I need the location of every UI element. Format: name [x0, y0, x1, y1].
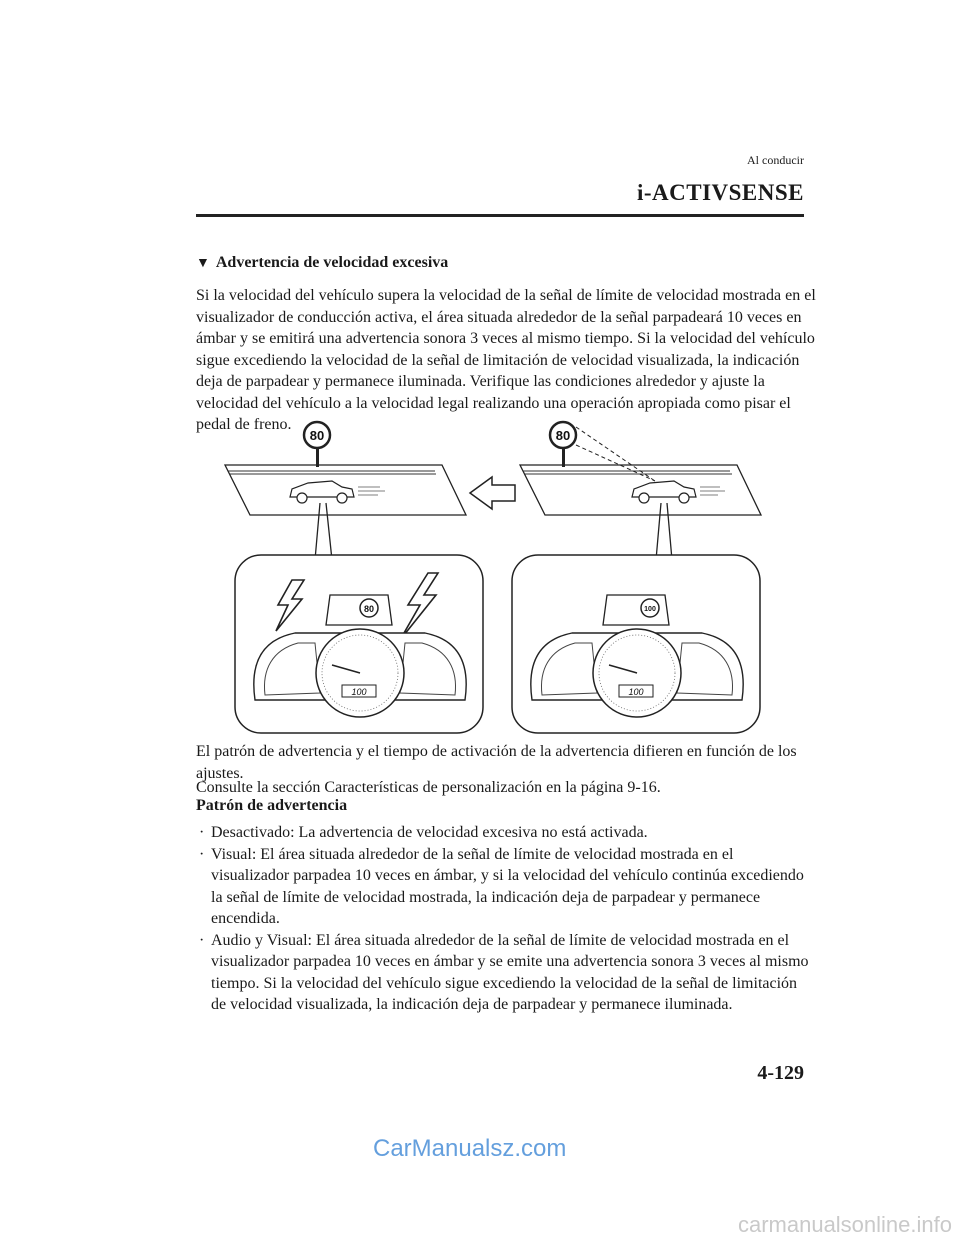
section-heading-text: Advertencia de velocidad excesiva — [215, 254, 449, 271]
left-speed-readout: 100 — [351, 687, 367, 697]
bullet-dot-icon: · — [199, 845, 205, 863]
footer-watermark: carmanualsonline.info — [737, 1212, 952, 1237]
right-display-sign-value: 100 — [644, 606, 656, 613]
list-item — [196, 930, 811, 1016]
warning-pattern-note: El patrón de advertencia y el tiempo de activación de la advertencia difieren en función de los ajustes. — [196, 743, 797, 782]
list-item-text: Visual: El área situada alrededor de la señal de límite de velocidad mostrada en el visualizador parpadea 10 veces en ámbar, y si la velocidad del vehículo continúa excediendo la señal de límite de velocidad mostrada, la indicación deja de parpadear y permanece encendida. — [211, 845, 804, 927]
left-instrument-cluster-panel — [235, 555, 483, 733]
left-road-sign-value: 80 — [309, 428, 325, 443]
transition-arrow-icon — [470, 477, 515, 509]
bullet-dot-icon: · — [199, 824, 205, 841]
bullet-dot-icon: · — [199, 931, 205, 949]
header-chapter-title: i-ACTIVSENSE — [636, 180, 804, 205]
section-heading — [196, 254, 448, 272]
triangle-marker-icon: ▼ — [196, 256, 210, 271]
list-item-text: Desactivado: La advertencia de velocidad excesiva no está activada. — [211, 824, 648, 841]
header-divider — [196, 214, 804, 217]
overspeed-description: Si la velocidad del vehículo supera la velocidad de la señal de límite de velocidad mostrada en el visualizador de conducción activa, el área situada alrededor de la señal parpadeará 10 veces en ámbar y se emitirá una advertencia sonora 3 veces al mismo tiempo. Si la velocidad del vehículo sigue excediendo la velocidad de la señal de limitación de velocidad visualizada, la indicación deja de parpadear y permanece iluminada. Verifique las condiciones alrededor y ajuste la velocidad del vehículo a la velocidad legal realizando una operación apropiada como pisar el pedal de freno. — [196, 287, 816, 433]
site-watermark: CarManualsz.com — [373, 1135, 567, 1162]
right-road-scene — [520, 422, 761, 560]
warning-pattern-list — [196, 822, 811, 1016]
customization-reference: Consulte la sección Características de personalización en la página 9-16. — [196, 779, 661, 796]
left-display-sign-value: 80 — [363, 604, 375, 614]
list-item — [196, 822, 811, 844]
page-number: 4-129 — [757, 1062, 804, 1084]
right-speed-readout: 100 — [628, 687, 644, 697]
right-road-sign-value: 80 — [555, 428, 571, 443]
header-section-label: Al conducir — [747, 153, 804, 167]
left-road-scene — [225, 422, 466, 560]
overspeed-warning-illustration — [220, 415, 780, 745]
list-item — [196, 844, 811, 930]
right-instrument-cluster-panel — [512, 555, 760, 733]
warning-pattern-heading: Patrón de advertencia — [196, 797, 348, 814]
list-item-text: Audio y Visual: El área situada alrededor de la señal de límite de velocidad mostrada en el visualizador parpadea 10 veces en ámbar y se emite una advertencia sonora 3 veces al mismo tiempo. Si la velocidad del vehículo sigue excediendo la velocidad de la señal de limitación de velocidad visualizada, la indicación deja de parpadear y permanece iluminada. — [211, 931, 809, 1013]
